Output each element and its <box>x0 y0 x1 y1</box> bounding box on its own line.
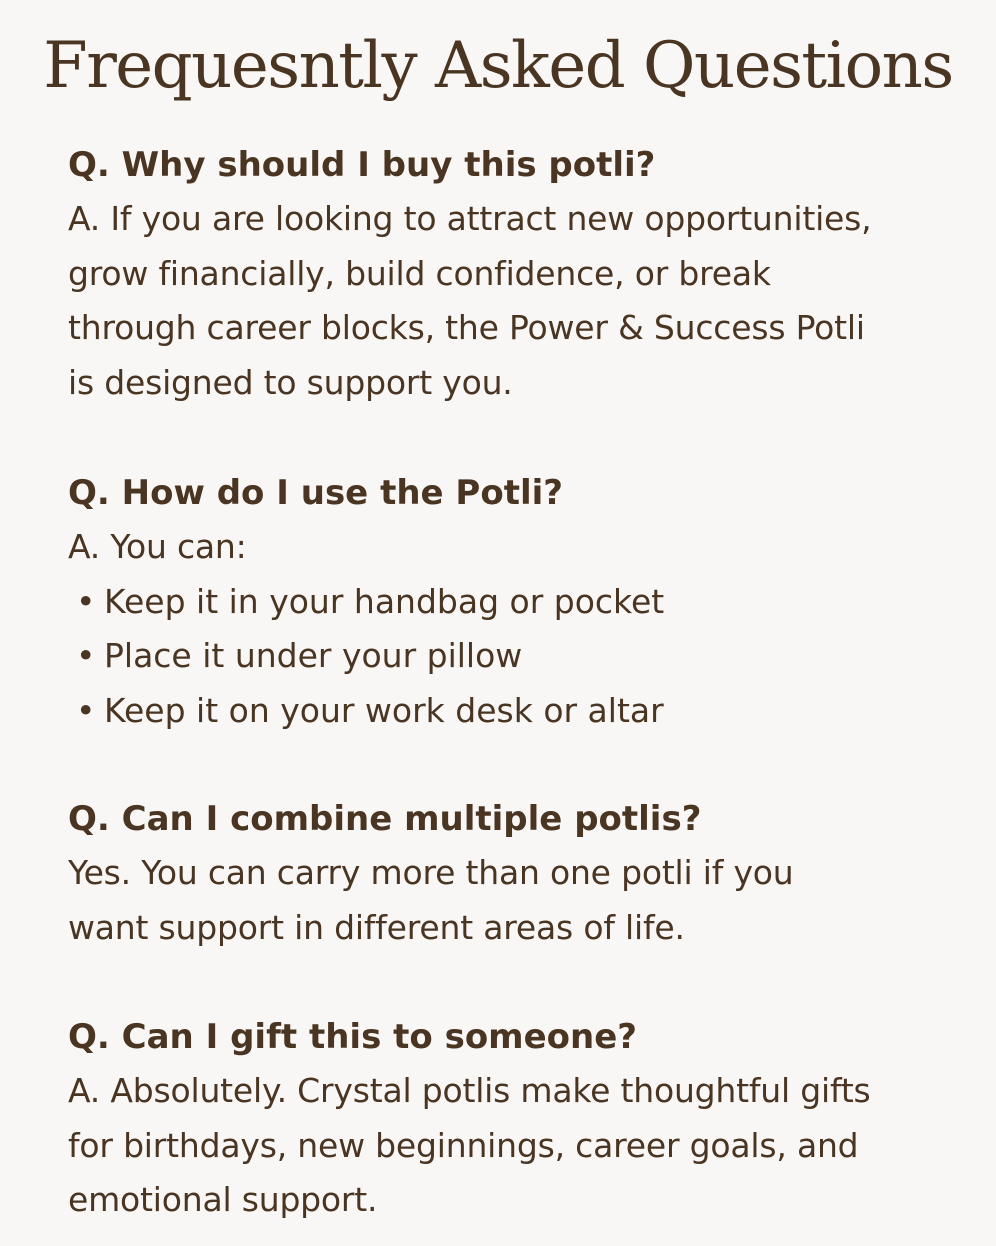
faq-bullet-text: Place it under your pillow <box>104 636 523 675</box>
faq-question: Q. Why should I buy this potli? <box>68 145 656 185</box>
faq-item <box>68 138 968 410</box>
faq-bullet-item <box>68 629 968 684</box>
faq-answer-line: emotional support. <box>68 1180 378 1219</box>
faq-answer-line: A. Absolutely. Crystal potlis make thoughtful gifts <box>68 1071 871 1110</box>
bullet-icon: • <box>76 690 96 730</box>
faq-question: Q. How do I use the Potli? <box>68 473 563 513</box>
faq-bullet-text: Keep it on your work desk or altar <box>104 690 664 730</box>
faq-question: Q. Can I gift this to someone? <box>68 1017 638 1057</box>
faq-bullet-item <box>68 575 968 630</box>
faq-item <box>68 466 968 738</box>
faq-item <box>68 792 968 955</box>
faq-answer-line: through career blocks, the Power & Success Potli <box>68 308 865 347</box>
faq-question: Q. Can I combine multiple potlis? <box>68 799 702 839</box>
bullet-icon: • <box>76 581 96 621</box>
faq-answer-line: is designed to support you. <box>68 362 513 402</box>
faq-bullet-item <box>68 684 968 739</box>
faq-answer-line: grow financially, build confidence, or break <box>68 253 771 293</box>
faq-answer-intro: A. You can: <box>68 527 247 566</box>
page-title: Frequesntly Asked Questions <box>43 29 953 103</box>
faq-answer-line: for birthdays, new beginnings, career goals, and <box>68 1125 859 1165</box>
bullet-icon: • <box>76 636 96 675</box>
faq-answer-line: Yes. You can carry more than one potli if you <box>68 853 794 892</box>
faq-bullet-text: Keep it in your handbag or pocket <box>104 581 665 621</box>
faq-answer-line: A. If you are looking to attract new opportunities, <box>68 199 872 238</box>
faq-answer-line: want support in different areas of life. <box>68 907 685 947</box>
faq-item <box>68 1010 968 1228</box>
